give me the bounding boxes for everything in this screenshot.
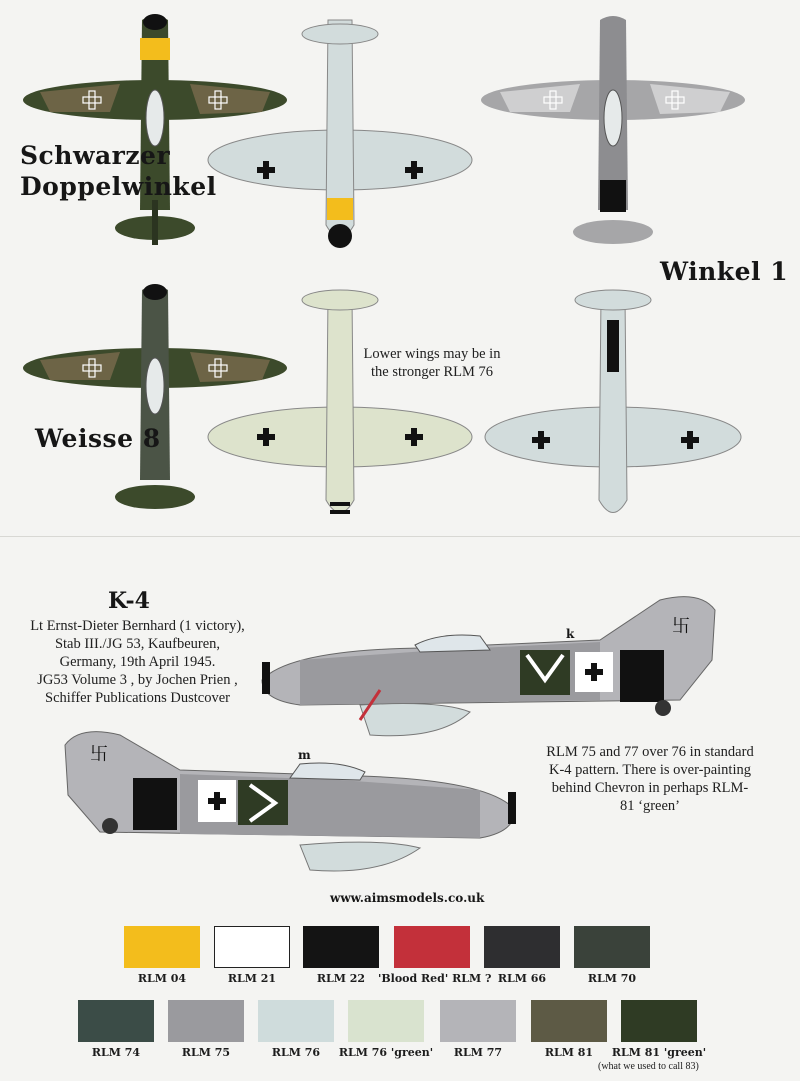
lower-wings-note xyxy=(357,345,507,381)
plane-underside-1 xyxy=(208,20,472,248)
lower-wings-note-line-1: Lower wings may be in xyxy=(363,346,501,362)
swatch-label-rlm-22: RLM 22 xyxy=(316,972,366,985)
marker-letter-m: m xyxy=(298,748,311,762)
website-url: www.aimsmodels.co.uk xyxy=(330,891,485,905)
swatch-label-rlm-77: RLM 77 xyxy=(453,1046,503,1059)
swatch-rlm-22 xyxy=(303,926,379,968)
label-doppelwinkel: Doppelwinkel xyxy=(20,172,217,201)
k4-caption-line-2: Stab III./JG 53, Kaufbeuren, xyxy=(54,636,221,652)
swatch-rlm-21 xyxy=(214,926,290,968)
swatch-label-rlm-76-green: RLM 76 'green' xyxy=(338,1046,434,1059)
k4-caption-line-1: Lt Ernst-Dieter Bernhard (1 victory), xyxy=(30,618,245,634)
plane-sideview-2 xyxy=(65,732,516,871)
k4-caption xyxy=(15,617,260,707)
swatch-rlm-74 xyxy=(78,1000,154,1042)
swatch-footnote: (what we used to call 83) xyxy=(598,1061,699,1072)
plane-topview-2 xyxy=(481,16,745,244)
k4-title: K-4 xyxy=(108,588,150,614)
label-winkel-1: Winkel 1 xyxy=(660,257,789,286)
k4-caption-line-5: Schiffer Publications Dustcover xyxy=(45,690,230,706)
swatch-rlm-76-green xyxy=(348,1000,424,1042)
scheme-note-line-2: K-4 pattern. There is over-painting xyxy=(549,762,751,778)
swatch-rlm-81 xyxy=(531,1000,607,1042)
scheme-note-line-3: behind Chevron in perhaps RLM- xyxy=(551,780,749,796)
swatch-label-rlm-04: RLM 04 xyxy=(137,972,187,985)
swatch-rlm-70 xyxy=(574,926,650,968)
plane-sideview-1 xyxy=(262,597,715,736)
plane-topview-3 xyxy=(23,284,287,509)
swatch-blood-red xyxy=(394,926,470,968)
svg-text:卐: 卐 xyxy=(672,616,690,637)
swatch-label-blood-red: 'Blood Red' RLM ? xyxy=(378,972,492,985)
k4-caption-line-3: Germany, 19th April 1945. xyxy=(59,654,216,670)
swatch-label-rlm-81-green: RLM 81 'green' xyxy=(611,1046,707,1059)
swatch-rlm-66 xyxy=(484,926,560,968)
swatch-label-rlm-81: RLM 81 xyxy=(544,1046,594,1059)
k4-caption-line-4: JG53 Volume 3 , by Jochen Prien , xyxy=(37,672,238,688)
plane-underside-3 xyxy=(485,290,741,513)
swatch-label-rlm-76: RLM 76 xyxy=(271,1046,321,1059)
swatch-rlm-77 xyxy=(440,1000,516,1042)
swatch-rlm-76 xyxy=(258,1000,334,1042)
label-weisse-8: Weisse 8 xyxy=(35,424,161,453)
label-schwarzer: Schwarzer xyxy=(20,141,171,170)
swatch-label-rlm-21: RLM 21 xyxy=(227,972,277,985)
scheme-note xyxy=(520,743,780,815)
swatch-rlm-04 xyxy=(124,926,200,968)
swatch-label-rlm-74: RLM 74 xyxy=(91,1046,141,1059)
plane-topview-1 xyxy=(23,14,287,245)
swatch-label-rlm-66: RLM 66 xyxy=(497,972,547,985)
lower-wings-note-line-2: the stronger RLM 76 xyxy=(370,364,494,380)
swatch-label-rlm-70: RLM 70 xyxy=(587,972,637,985)
swatch-rlm-75 xyxy=(168,1000,244,1042)
scheme-note-line-4: 81 ‘green’ xyxy=(620,798,680,814)
swatch-label-rlm-75: RLM 75 xyxy=(181,1046,231,1059)
scheme-note-line-1: RLM 75 and 77 over 76 in standard xyxy=(546,744,754,760)
svg-text:卐: 卐 xyxy=(90,744,108,765)
swatch-rlm-81-green xyxy=(621,1000,697,1042)
marker-letter-k: k xyxy=(566,627,575,641)
plane-underside-2 xyxy=(208,290,472,514)
